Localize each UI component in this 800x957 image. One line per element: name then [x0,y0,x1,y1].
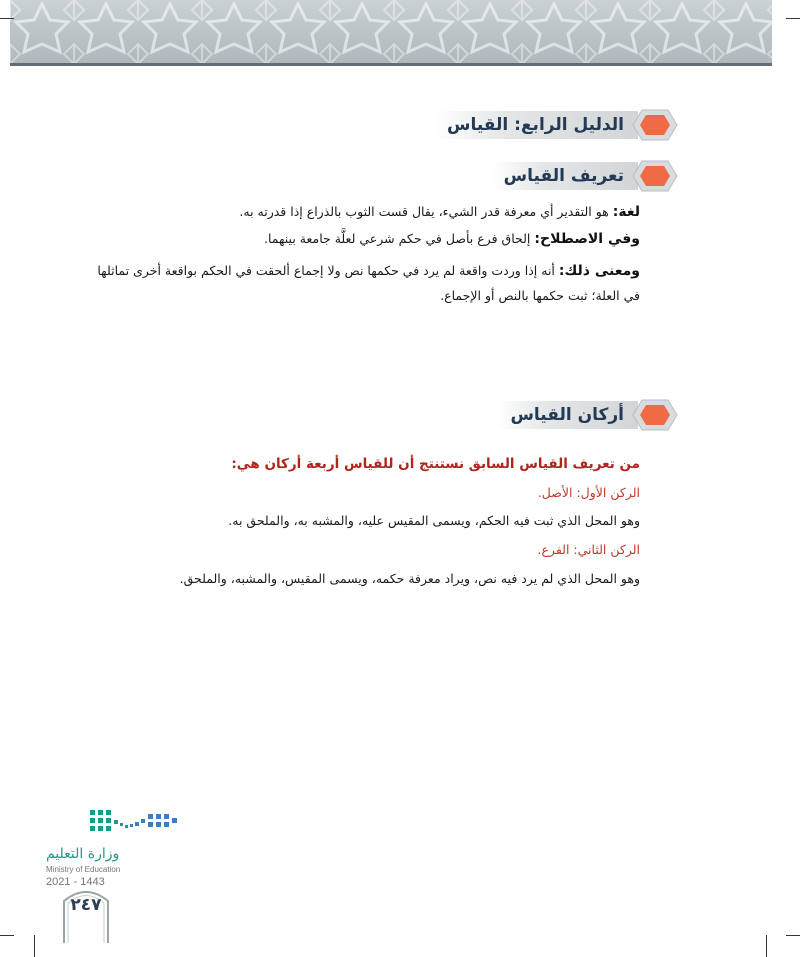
ministry-year: 2021 - 1443 [46,876,105,888]
section-heading-pillars [498,398,678,432]
hexagon-bullet-icon [632,159,678,193]
crop-mark [0,935,14,936]
lugha-label: لغة: [612,204,640,220]
istilah-text: إلحاق فرع بأصل في حكم شرعي لعلَّة جامعة بينهما. [264,231,531,246]
page-number: ٢٤٧ [70,895,102,915]
definition-istilah [264,230,640,248]
hexagon-bullet-icon [632,398,678,432]
definition-meaning-cont [440,287,640,305]
definition-lugha [239,203,640,221]
pillar-first-body: وهو المحل الذي ثبت فيه الحكم، ويسمى المقيس عليه، والمشبه به، والملحق به. [228,513,640,528]
crop-mark [34,935,35,957]
pillar-second-title [538,541,641,559]
meaning-text-line2: في العلة؛ ثبت حكمها بالنص أو الإجماع. [440,288,640,303]
crop-mark [766,935,767,957]
heading-label: تعريف القياس [492,162,638,190]
pillars-intro [231,455,640,473]
crop-mark [786,18,800,19]
ministry-english-name: Ministry of Education [46,865,121,874]
hexagon-bullet-icon [632,108,678,142]
crop-mark [0,18,14,19]
pillar-first-title-text: الركن الأول: الأصل. [537,485,640,500]
lugha-text: هو التقدير أي معرفة قدر الشيء، يقال قست الثوب بالذراع إذا قدرته به. [239,204,609,219]
ministry-arabic-name: وزارة التعليم [46,846,120,862]
pillar-second-body: وهو المحل الذي لم يرد فيه نص، ويراد معرفة حكمه، ويسمى المقيس، والمشبه، والملحق. [179,571,640,586]
ministry-dots-icon [46,808,182,844]
istilah-label: وفي الاصطلاح: [534,231,640,247]
pillar-first-text [228,512,640,530]
pillar-second-title-text: الركن الثاني: الفرع. [537,542,640,557]
section-heading-definition [492,159,678,193]
pillar-first-title [538,484,640,502]
definition-meaning [97,262,640,280]
section-heading-evidence [435,108,678,142]
banner-bottom-line [10,63,772,66]
geometric-pattern [10,0,772,64]
page-number-tab [62,883,110,943]
pillars-intro-text: من تعريف القياس السابق نستنتج أن للقياس أربعة أركان هي: [231,456,640,472]
meaning-text-line1: أنه إذا وردت واقعة لم يرد في حكمها نص ولا إجماع ألحقت في الحكم بواقعة أخرى تماثلها [97,263,555,278]
crop-mark [786,935,800,936]
pillar-second-text [180,570,640,588]
top-decorative-banner [10,0,772,64]
meaning-label: ومعنى ذلك: [558,263,640,279]
heading-label: الدليل الرابع: القياس [435,111,638,139]
ministry-logo [46,808,182,893]
heading-label: أركان القياس [498,401,638,429]
